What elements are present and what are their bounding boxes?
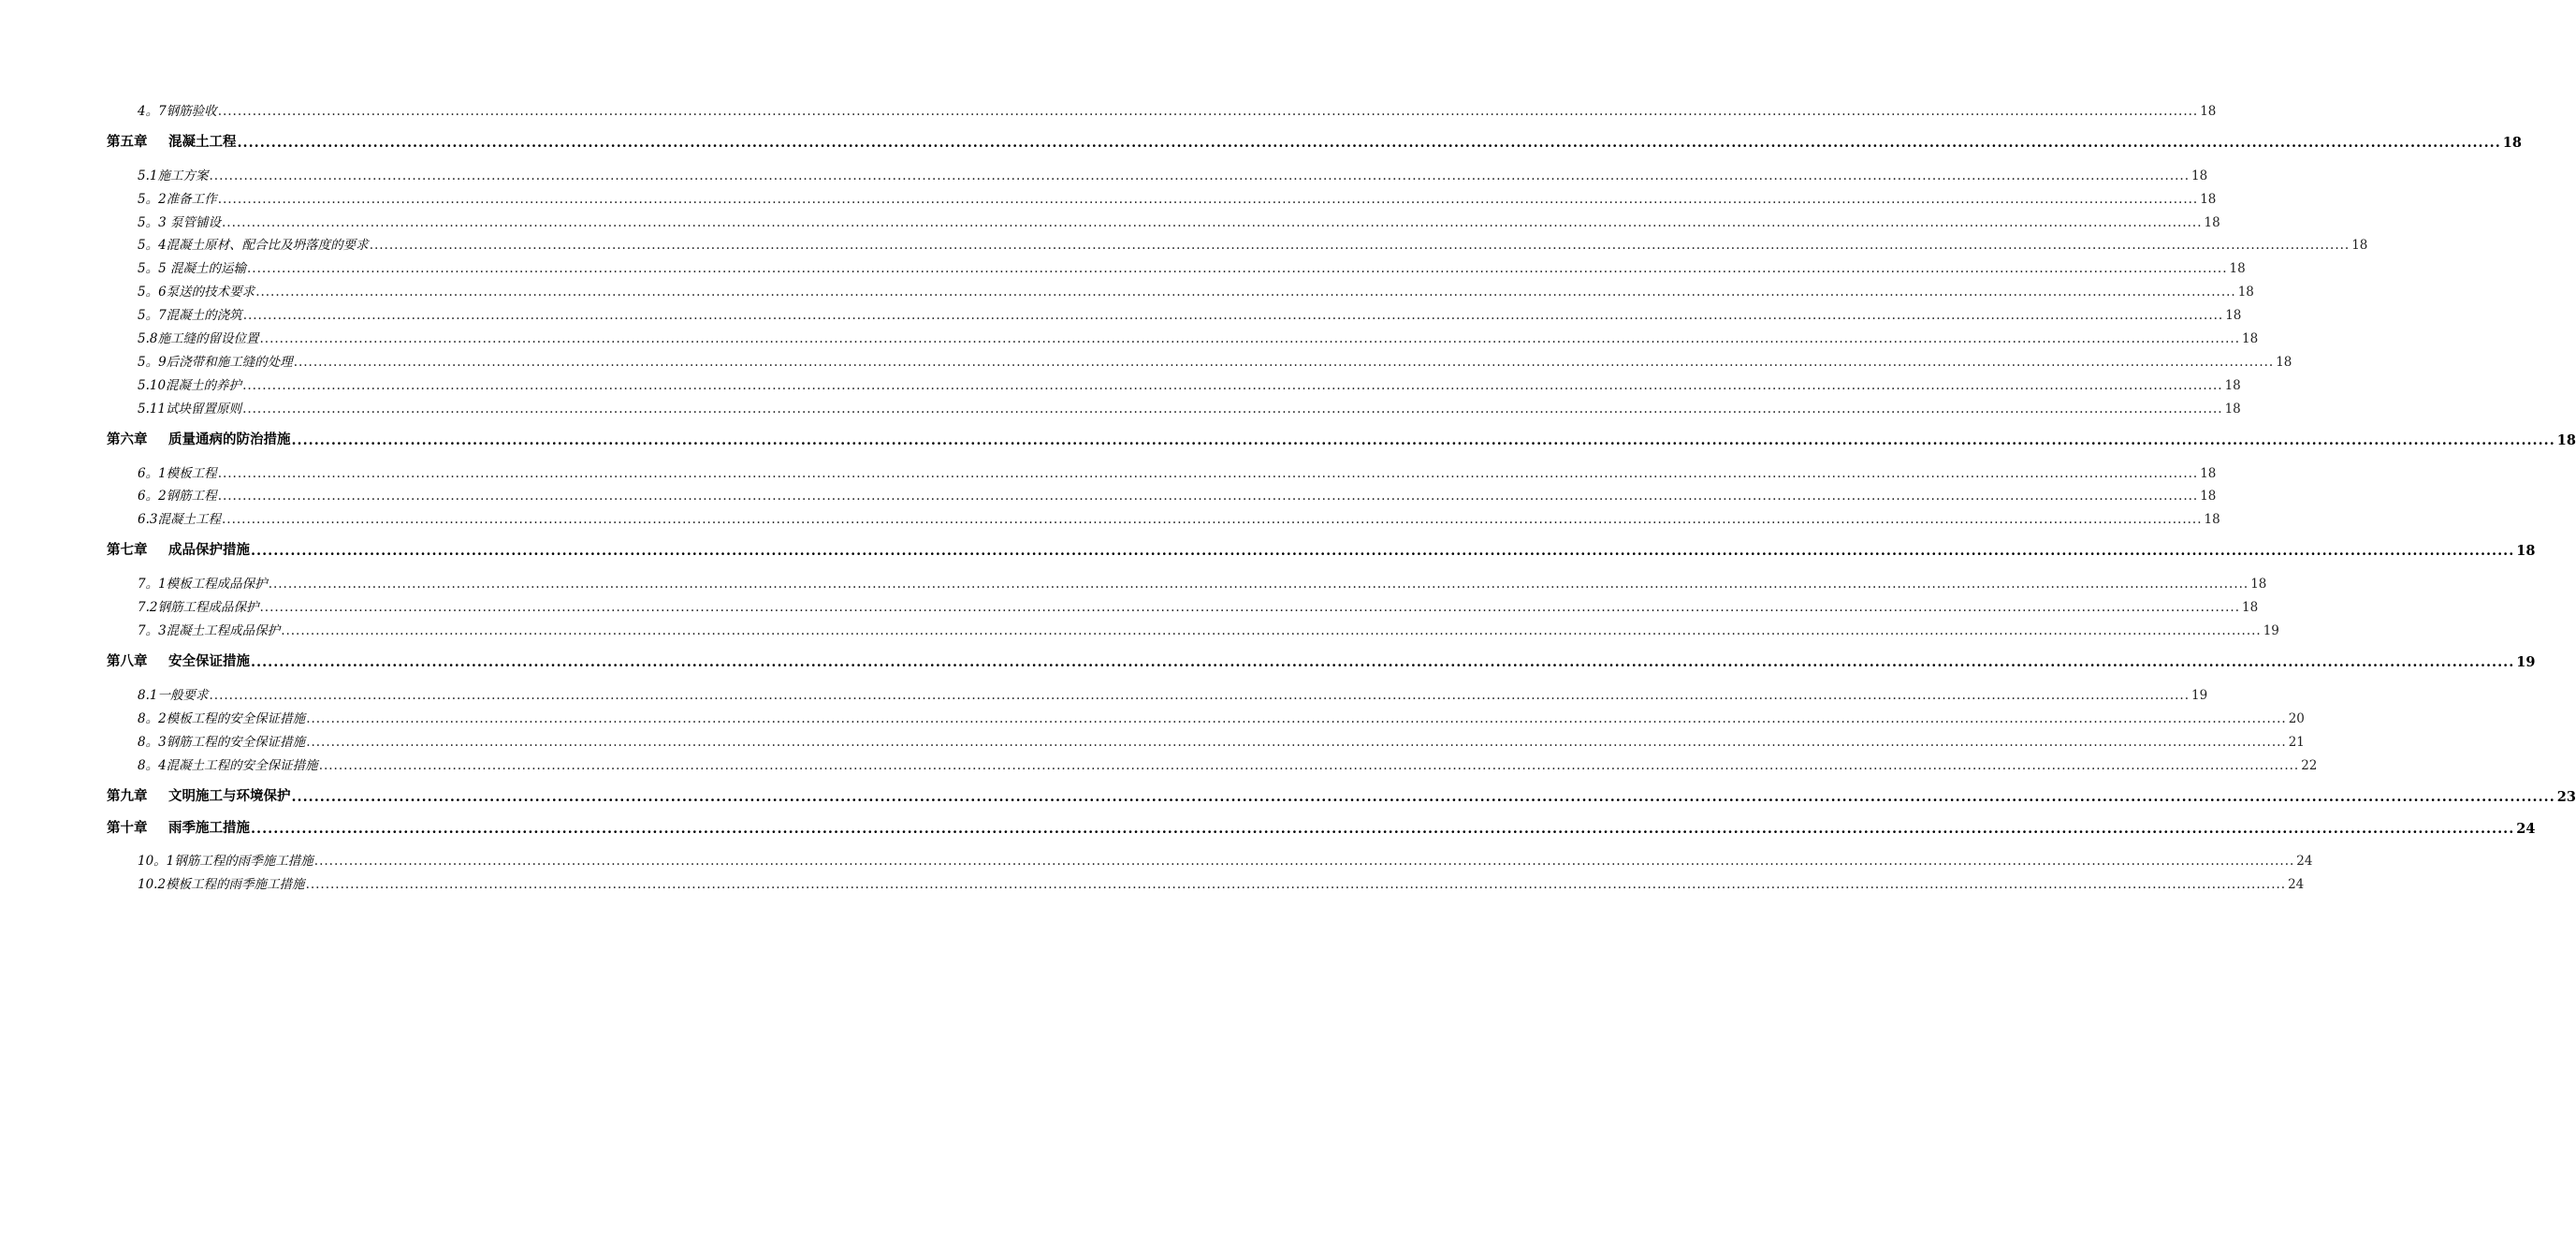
toc-entry-title: [138, 398, 241, 417]
toc-entry-label: 文明施工与环境保护: [168, 787, 291, 804]
dot-leader: ................................................................................................................................................................................................................................................................................................................................................................................................................: [293, 354, 2275, 370]
toc-section-entry[interactable]: [107, 95, 2217, 119]
toc-entry-label: 5。6泵送的技术要求: [138, 285, 255, 300]
chapter-number: 第五章: [107, 133, 148, 150]
dot-leader: ................................................................................................................................................................................................................................................................................................................................................................................................................: [209, 687, 2190, 703]
toc-entry-label: 安全保证措施: [168, 653, 250, 670]
toc-section-entry[interactable]: [107, 481, 2217, 505]
toc-entry-title: [138, 165, 208, 183]
dot-leader: ................................................................................................................................................................................................................................................................................................................................................................................................................: [209, 168, 2190, 183]
toc-section-entry[interactable]: [107, 276, 2254, 300]
dot-leader: ................................................................................................................................................................................................................................................................................................................................................................................................................: [242, 377, 2223, 393]
toc-entry-label: 6.3混凝土工程: [138, 512, 221, 528]
toc-section-entry[interactable]: [107, 726, 2305, 750]
toc-entry-label: 混凝土工程: [168, 133, 237, 150]
toc-entry-title: [138, 281, 255, 300]
toc-page-number: 18: [2242, 600, 2259, 616]
toc-page-number: 21: [2288, 734, 2305, 750]
toc-page-number: 19: [2263, 623, 2279, 639]
toc-page-number: 18: [2242, 331, 2259, 347]
toc-entry-title: [138, 351, 293, 370]
toc-section-entry[interactable]: [107, 160, 2208, 183]
toc-section-entry[interactable]: [107, 592, 2259, 616]
toc-entry-title: [107, 817, 250, 837]
toc-entry-label: 雨季施工措施: [168, 819, 250, 836]
toc-entry-title: [138, 328, 258, 346]
toc-chapter-entry[interactable]: [107, 783, 2576, 805]
dot-leader: ................................................................................................................................................................................................................................................................................................................................................................................................................: [217, 465, 2199, 481]
toc-section-entry[interactable]: [107, 230, 2368, 254]
toc-entry-title: [138, 850, 313, 869]
toc-entry-title: [138, 684, 208, 703]
toc-entry-label: 8。3钢筋工程的安全保证措施: [138, 734, 306, 750]
chapter-number: 第八章: [107, 653, 148, 670]
toc-page-number: 20: [2288, 710, 2305, 726]
toc-page-number: 18: [2556, 432, 2576, 448]
toc-entry-label: 5.8施工缝的留设位置: [138, 331, 259, 347]
toc-entry-title: [138, 485, 217, 504]
toc-section-entry[interactable]: [107, 393, 2241, 417]
toc-page-number: 18: [2502, 134, 2522, 151]
toc-page-number: 19: [2516, 654, 2536, 671]
toc-entry-title: [107, 429, 291, 448]
dot-leader: ................................................................................................................................................................................................................................................................................................................................................................................................................: [221, 214, 2203, 230]
dot-leader: ................................................................................................................................................................................................................................................................................................................................................................................................................: [281, 623, 2262, 639]
toc-entry-title: [107, 651, 250, 670]
toc-entry-title: [138, 234, 369, 253]
toc-page-number: 18: [2191, 168, 2208, 183]
toc-entry-label: 5.1施工方案: [138, 168, 209, 183]
toc-entry-label: 5.10混凝土的养护: [138, 377, 242, 393]
toc-entry-label: 质量通病的防治措施: [168, 431, 291, 447]
toc-entry-title: [107, 131, 237, 151]
toc-page-number: 18: [2200, 489, 2217, 505]
toc-entry-title: [138, 257, 246, 276]
toc-entry-title: [107, 539, 250, 559]
toc-section-entry[interactable]: [107, 869, 2305, 893]
toc-entry-title: [138, 708, 305, 726]
toc-entry-label: 成品保护措施: [168, 542, 250, 559]
toc-chapter-entry[interactable]: [107, 536, 2536, 560]
dot-leader: ................................................................................................................................................................................................................................................................................................................................................................................................................: [318, 757, 2300, 773]
toc-entry-label: 6。2钢筋工程: [138, 489, 217, 505]
dot-leader: ................................................................................................................................................................................................................................................................................................................................................................................................................: [221, 512, 2203, 528]
dot-leader: ................................................................................................................................................................................................................................................................................................................................................................................................................: [268, 577, 2249, 592]
dot-leader: ................................................................................................................................................................................................................................................................................................................................................................................................................: [369, 238, 2350, 254]
toc-chapter-entry[interactable]: [107, 648, 2536, 671]
toc-entry-title: [138, 573, 268, 592]
toc-entry-label: 10。1钢筋工程的雨季施工措施: [138, 854, 313, 870]
toc-page-number: 18: [2200, 465, 2217, 481]
toc-entry-label: 4。7钢筋验收: [138, 103, 217, 119]
toc-section-entry[interactable]: [107, 253, 2246, 277]
toc-section-entry[interactable]: [107, 615, 2279, 639]
toc-section-entry[interactable]: [107, 370, 2241, 393]
toc-section-entry[interactable]: [107, 300, 2242, 324]
toc-page-number: 24: [2296, 854, 2313, 870]
toc-entry-title: [138, 731, 305, 750]
toc-section-entry[interactable]: [107, 703, 2305, 726]
dot-leader: ................................................................................................................................................................................................................................................................................................................................................................................................................: [217, 103, 2199, 119]
toc-entry-label: 5。9后浇带和施工缝的处理: [138, 354, 293, 370]
toc-section-entry[interactable]: [107, 207, 2220, 230]
toc-section-entry[interactable]: [107, 323, 2259, 347]
toc-entry-title: [138, 754, 318, 773]
dot-leader: ................................................................................................................................................................................................................................................................................................................................................................................................................: [305, 877, 2287, 893]
dot-leader: ................................................................................................................................................................................................................................................................................................................................................................................................................: [251, 654, 2515, 671]
dot-leader: ................................................................................................................................................................................................................................................................................................................................................................................................................: [217, 191, 2199, 207]
toc-page-number: 18: [2224, 401, 2241, 417]
dot-leader: ................................................................................................................................................................................................................................................................................................................................................................................................................: [313, 854, 2295, 870]
dot-leader: ................................................................................................................................................................................................................................................................................................................................................................................................................: [251, 820, 2515, 837]
dot-leader: ................................................................................................................................................................................................................................................................................................................................................................................................................: [259, 331, 2240, 347]
toc-section-entry[interactable]: [107, 750, 2318, 773]
toc-section-entry[interactable]: [107, 504, 2220, 528]
toc-page-number: 18: [2237, 285, 2254, 300]
toc-entry-label: 8。2模板工程的安全保证措施: [138, 710, 306, 726]
chapter-number: 第七章: [107, 542, 148, 559]
toc-page-number: 18: [2225, 308, 2242, 324]
dot-leader: ................................................................................................................................................................................................................................................................................................................................................................................................................: [242, 401, 2223, 417]
toc-entry-title: [138, 508, 221, 527]
toc-entry-label: 7。3混凝土工程成品保护: [138, 623, 281, 639]
dot-leader: ................................................................................................................................................................................................................................................................................................................................................................................................................: [306, 710, 2287, 726]
toc-entry-label: 8。4混凝土工程的安全保证措施: [138, 757, 318, 773]
toc-page-number: 18: [2204, 512, 2220, 528]
toc-entry-label: 6。1模板工程: [138, 465, 217, 481]
toc-page-number: 18: [2351, 238, 2368, 254]
toc-entry-label: 10.2模板工程的雨季施工措施: [138, 877, 305, 893]
toc-page-number: 23: [2556, 788, 2576, 805]
toc-entry-title: [138, 620, 280, 638]
toc-entry-label: 5.11试块留置原则: [138, 401, 242, 417]
toc-page-number: 18: [2516, 543, 2536, 560]
toc-page-number: 18: [2200, 103, 2217, 119]
chapter-number: 第九章: [107, 787, 148, 804]
toc-entry-title: [138, 462, 217, 481]
toc-chapter-entry[interactable]: [107, 128, 2522, 151]
toc-entry-title: [107, 785, 291, 805]
toc-section-entry[interactable]: [107, 680, 2208, 703]
dot-leader: ................................................................................................................................................................................................................................................................................................................................................................................................................: [291, 788, 2555, 805]
toc-page-number: 18: [2200, 191, 2217, 207]
dot-leader: ................................................................................................................................................................................................................................................................................................................................................................................................................: [246, 261, 2228, 277]
dot-leader: ................................................................................................................................................................................................................................................................................................................................................................................................................: [306, 734, 2287, 750]
dot-leader: ................................................................................................................................................................................................................................................................................................................................................................................................................: [217, 489, 2199, 505]
table-of-contents: [107, 95, 2576, 893]
chapter-number: 第六章: [107, 431, 148, 447]
toc-page-number: 18: [2276, 354, 2292, 370]
dot-leader: ................................................................................................................................................................................................................................................................................................................................................................................................................: [259, 600, 2240, 616]
toc-entry-label: 5。4混凝土原材、配合比及坍落度的要求: [138, 238, 369, 254]
toc-page-number: 18: [2204, 214, 2220, 230]
dot-leader: ................................................................................................................................................................................................................................................................................................................................................................................................................: [291, 432, 2555, 448]
toc-page-number: 24: [2516, 820, 2536, 837]
toc-entry-label: 5。2准备工作: [138, 191, 217, 207]
toc-entry-label: 8.1一般要求: [138, 687, 209, 703]
toc-page-number: 18: [2224, 377, 2241, 393]
toc-entry-title: [138, 100, 217, 119]
toc-entry-title: [138, 212, 221, 230]
toc-entry-label: 7。1模板工程成品保护: [138, 577, 268, 592]
toc-entry-title: [138, 374, 241, 393]
toc-section-entry[interactable]: [107, 458, 2217, 481]
chapter-number: 第十章: [107, 819, 148, 836]
toc-page-number: 18: [2250, 577, 2267, 592]
toc-entry-label: 7.2钢筋工程成品保护: [138, 600, 259, 616]
toc-section-entry[interactable]: [107, 568, 2267, 592]
toc-entry-title: [138, 188, 217, 207]
toc-section-entry[interactable]: [107, 183, 2217, 207]
toc-entry-label: 5。5 混凝土的运输: [138, 261, 246, 277]
toc-entry-title: [138, 596, 258, 615]
dot-leader: ................................................................................................................................................................................................................................................................................................................................................................................................................: [251, 543, 2515, 560]
toc-entry-label: 5。7混凝土的浇筑: [138, 308, 242, 324]
toc-entry-title: [138, 873, 305, 892]
dot-leader: ................................................................................................................................................................................................................................................................................................................................................................................................................: [255, 285, 2236, 300]
toc-chapter-entry[interactable]: [107, 426, 2576, 448]
toc-entry-label: 5。3 泵管铺设: [138, 214, 221, 230]
dot-leader: ................................................................................................................................................................................................................................................................................................................................................................................................................: [242, 308, 2224, 324]
toc-page-number: 24: [2288, 877, 2305, 893]
toc-page-number: 19: [2191, 687, 2208, 703]
toc-chapter-entry[interactable]: [107, 814, 2536, 837]
toc-page-number: 22: [2301, 757, 2318, 773]
toc-section-entry[interactable]: [107, 346, 2292, 370]
toc-page-number: 18: [2229, 261, 2246, 277]
dot-leader: ................................................................................................................................................................................................................................................................................................................................................................................................................: [237, 134, 2501, 151]
toc-section-entry[interactable]: [107, 846, 2313, 870]
toc-entry-title: [138, 304, 242, 323]
